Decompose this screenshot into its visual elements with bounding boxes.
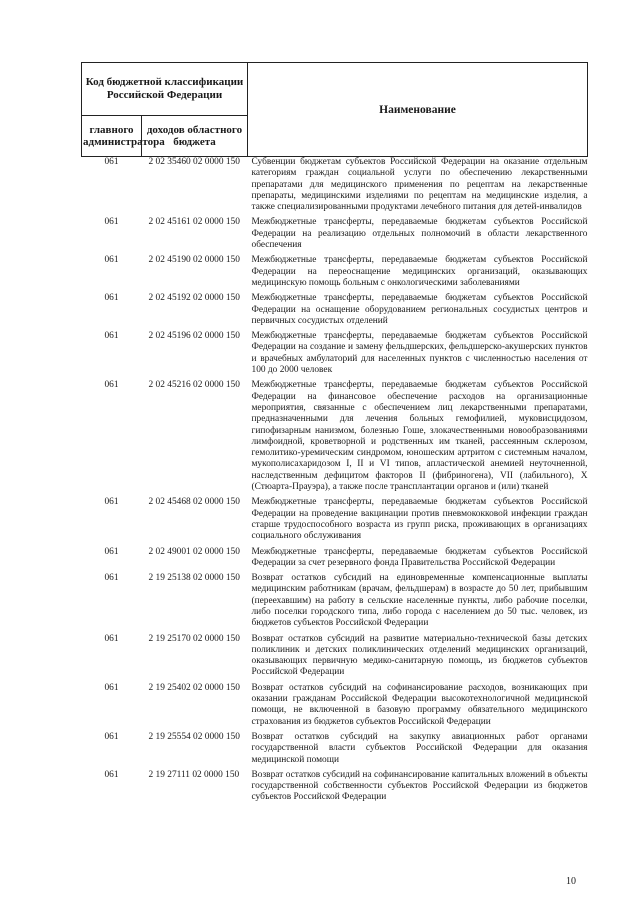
name-cell: Межбюджетные трансферты, передаваемые бюджетам субъектов Российской Федерации на оснащение оборудованием региональных сосудистых центров и первичных сосудистых отделений (251, 293, 588, 326)
admin-code-cell: 061 (104, 731, 119, 742)
table-row (82, 634, 588, 683)
budget-classification-table (81, 62, 588, 808)
revenue-code-cell: 2 19 25554 02 0000 150 (148, 731, 240, 742)
revenue-code-cell: 2 02 45216 02 0000 150 (148, 380, 240, 391)
name-cell: Возврат остатков субсидий на единовременные компенсационные выплаты медицинским работникам (врачам, фельдшерам) в возрасте до 50 лет, прибывшим (переехавшим) на работу в сельские населенные пункты, либо рабочие поселки, либо поселки городского типа, либо города с населением до 50 тыс. человек, из бюджетов субъектов Российской Федерации (251, 573, 588, 629)
table-row (82, 547, 588, 574)
name-cell: Межбюджетные трансферты, передаваемые бюджетам субъектов Российской Федерации на реализацию отдельных полномочий в области лекарственного обеспечения (251, 217, 588, 251)
admin-code-cell: 061 (104, 769, 119, 780)
revenue-code-cell: 2 02 45190 02 0000 150 (148, 255, 240, 266)
revenue-code-cell: 2 02 45196 02 0000 150 (148, 331, 240, 342)
name-cell: Возврат остатков субсидий на развитие материально-технической базы детских поликлиник и детских поликлинических отделений медицинских организаций, оказывающих первичную медико-санитарную помощь, из бюджетов субъектов Российской Федерации (251, 633, 588, 678)
revenue-code-cell: 2 19 27111 02 0000 150 (148, 769, 240, 780)
table-row (82, 331, 588, 380)
admin-code-cell: 061 (104, 682, 119, 693)
admin-code-cell: 061 (104, 573, 119, 584)
header-admin: главного администратора (82, 116, 142, 157)
admin-code-cell: 061 (104, 217, 119, 228)
revenue-code-cell: 2 19 25402 02 0000 150 (148, 682, 240, 693)
name-cell: Субвенции бюджетам субъектов Российской Федерации на оказание отдельным категориям граждан социальной услуги по обеспечению лекарственными препаратами для медицинского применения по рецептам на лекарственные препараты, медицинскими изделиями по рецептам на медицинские изделия, а также специализированными продуктами лечебного питания для детей-инвалидов (251, 157, 588, 213)
admin-code-cell: 061 (104, 331, 119, 342)
page-number: 10 (566, 876, 576, 887)
table-row (82, 255, 588, 293)
name-cell: Межбюджетные трансферты, передаваемые бюджетам субъектов Российской Федерации на создание и замену фельдшерских, фельдшерско-акушерских пунктов и врачебных амбулаторий для населенных пунктов с численностью населения от 100 до 2000 человек (251, 331, 588, 376)
table-row (82, 497, 588, 546)
header-name: Наименование (248, 63, 588, 157)
table-row (82, 380, 588, 497)
table-row (82, 293, 588, 331)
admin-code-cell: 061 (104, 293, 119, 304)
table-row (82, 770, 588, 808)
name-cell: Возврат остатков субсидий на софинансирование расходов, возникающих при оказании гражданам Российской Федерации высокотехнологичной медицинской помощи, не включенной в базовую программу обязательного медицинского страхования из бюджетов субъектов Российской Федерации (251, 682, 588, 727)
admin-code-cell: 061 (104, 157, 119, 167)
admin-code-cell: 061 (104, 255, 119, 266)
table-row (82, 157, 588, 218)
name-cell: Возврат остатков субсидий на закупку авиационных работ органами государственной власти субъектов Российской Федерации для оказания медицинской помощи (251, 731, 588, 765)
admin-code-cell: 061 (104, 633, 119, 644)
name-cell: Межбюджетные трансферты, передаваемые бюджетам субъектов Российской Федерации на финансовое обеспечение расходов на организационные мероприятия, связанные с обеспечением лиц лекарственными препаратами, предназначенными для лечения больных гемофилией, муковисцидозом, гипофизарным нанизмом, болезнью Гоше, злокачественными новообразованиями лимфоидной, кроветворной и родственных им тканей, рассеянным склерозом, гемолитико-уремическим синдромом, юношеским артритом с системным началом, мукополисахаридозом I, II и VI типов, апластической анемией неуточненной, наследственным дефицитом факторов II (фибриногена), VII (лабильного), X (Стюарта-Прауэра), а также после трансплантации органов и (или) тканей (251, 380, 588, 493)
revenue-code-cell: 2 02 45468 02 0000 150 (148, 497, 240, 508)
revenue-code-cell: 2 02 45192 02 0000 150 (148, 293, 240, 304)
revenue-code-cell: 2 19 25138 02 0000 150 (148, 573, 240, 584)
name-cell: Межбюджетные трансферты, передаваемые бюджетам субъектов Российской Федерации на проведение вакцинации против пневмококковой инфекции граждан старше трудоспособного возраста из групп риска, проживающих в организациях социального обслуживания (251, 497, 588, 542)
name-cell: Возврат остатков субсидий на софинансирование капитальных вложений в объекты государственной собственности субъектов Российской Федерации из бюджетов субъектов Российской Федерации (251, 769, 588, 803)
admin-code-cell: 061 (104, 546, 119, 557)
admin-code-cell: 061 (104, 380, 119, 391)
name-cell: Межбюджетные трансферты, передаваемые бюджетам субъектов Российской Федерации на переоснащение медицинских организаций, оказывающих медицинскую помощь больным с онкологическими заболеваниями (251, 255, 588, 288)
table-row (82, 683, 588, 732)
table-body (82, 157, 588, 808)
revenue-code-cell: 2 02 45161 02 0000 150 (148, 217, 240, 228)
header-code-group: Код бюджетной классификации Российской Федерации (82, 63, 248, 116)
name-cell: Межбюджетные трансферты, передаваемые бюджетам субъектов Российской Федерации за счет резервного фонда Правительства Российской Федерации (251, 546, 588, 568)
revenue-code-cell: 2 19 25170 02 0000 150 (148, 633, 240, 644)
revenue-code-cell: 2 02 35460 02 0000 150 (148, 157, 240, 167)
table-row (82, 217, 588, 255)
table-header (82, 63, 588, 157)
header-revenue: доходов областного бюджета (142, 116, 248, 157)
table-row (82, 732, 588, 770)
revenue-code-cell: 2 02 49001 02 0000 150 (148, 546, 240, 557)
admin-code-cell: 061 (104, 497, 119, 508)
table-row (82, 573, 588, 633)
